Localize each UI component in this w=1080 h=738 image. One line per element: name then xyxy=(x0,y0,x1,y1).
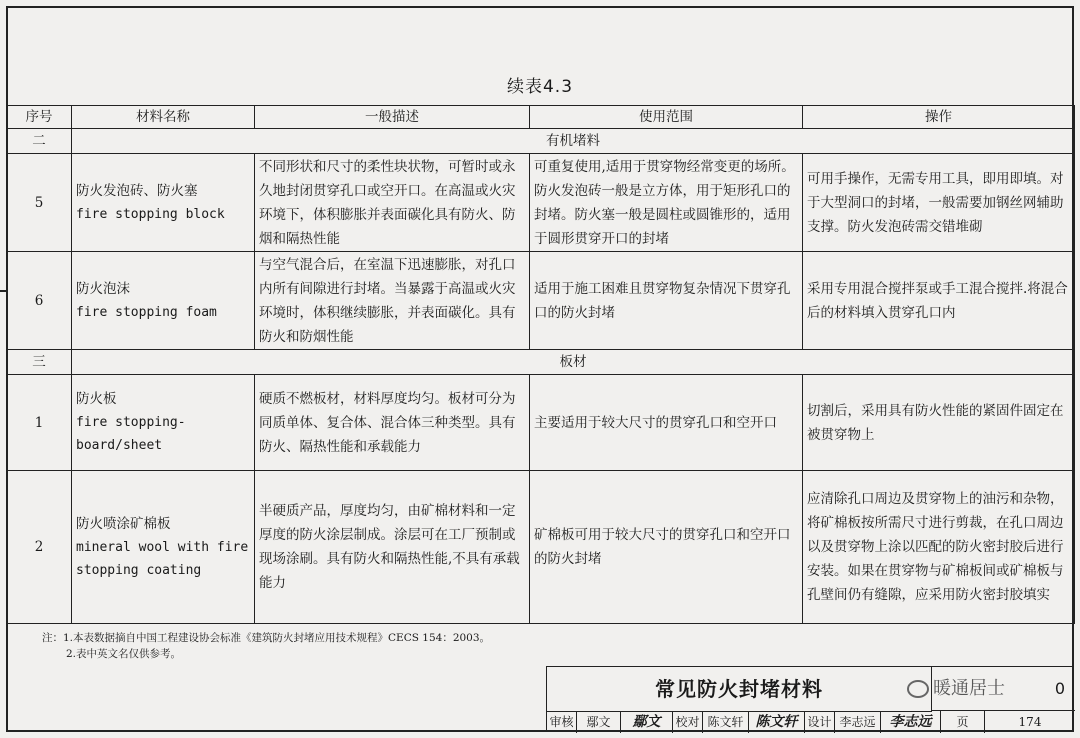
material-scope: 可重复使用,适用于贯穿物经常变更的场所。防火发泡砖一般是立方体，用于矩形孔口的封堵。防火塞一般是圆柱或圆锥形的，适用于圆形贯穿开口的封堵 xyxy=(530,154,803,252)
signature-row xyxy=(547,711,1075,733)
review-label: 审核 xyxy=(547,711,577,733)
material-name-cn: 防火发泡砖、防火塞 xyxy=(76,182,198,199)
design-label: 设计 xyxy=(805,711,835,733)
section-no: 二 xyxy=(7,129,72,154)
material-desc: 与空气混合后，在室温下迅速膨胀，对孔口内所有间隙进行封堵。当暴露于高温或火灾环境时，体积继续膨胀，并表面碳化。具有防火和防烟性能 xyxy=(255,252,530,350)
materials-table xyxy=(6,105,1075,624)
row-no: 2 xyxy=(7,471,72,624)
header-name: 材料名称 xyxy=(72,106,255,129)
material-name-cn: 防火泡沫 xyxy=(76,280,130,297)
wechat-icon xyxy=(907,680,929,698)
table-notes xyxy=(42,630,490,662)
table-caption: 续表4.3 xyxy=(506,77,574,97)
table-row xyxy=(7,252,1075,350)
atlas-number: 0 xyxy=(931,667,1075,711)
material-op: 切割后，采用具有防火性能的紧固件固定在被贯穿物上 xyxy=(803,375,1075,471)
table-row xyxy=(7,154,1075,252)
note-2: 2.表中英文名仅供参考。 xyxy=(66,648,182,660)
check-signature: 陈文轩 xyxy=(749,711,805,733)
title-block xyxy=(546,666,1074,732)
table-row xyxy=(7,471,1075,624)
material-name xyxy=(72,252,255,350)
material-name-cn: 防火板 xyxy=(76,391,117,407)
header-row xyxy=(7,106,1075,129)
material-desc: 不同形状和尺寸的柔性块状物，可暂时或永久地封闭贯穿孔口或空开口。在高温或火灾环境下，体积膨胀并表面碳化具有防火、防烟和隔热性能 xyxy=(255,154,530,252)
check-label: 校对 xyxy=(673,711,703,733)
material-op: 采用专用混合搅拌泵或手工混合搅拌.将混合后的材料填入贯穿孔口内 xyxy=(803,252,1075,350)
material-name-en: fire stopping-board/sheet xyxy=(76,415,186,453)
page-label: 页 xyxy=(941,711,985,733)
material-scope: 主要适用于较大尺寸的贯穿孔口和空开口 xyxy=(530,375,803,471)
watermark xyxy=(907,667,1005,711)
note-1: 注：1.本表数据摘自中国工程建设协会标准《建筑防火封堵应用技术规程》CECS 154：2003。 xyxy=(42,632,491,644)
header-scope: 使用范围 xyxy=(530,106,803,129)
material-name-cn: 防火喷涂矿棉板 xyxy=(76,515,171,532)
material-op: 应清除孔口周边及贯穿物上的油污和杂物，将矿棉板按所需尺寸进行剪裁，在孔口周边以及贯穿物上涂以匹配的防火密封胶后进行安装。如果在贯穿物与矿棉板间或矿棉板与孔壁间仍有缝隙，应采用防火密封胶填实 xyxy=(803,471,1075,624)
material-name-en: fire stopping block xyxy=(76,206,225,222)
review-name: 鄢文 xyxy=(577,711,621,733)
header-op: 操作 xyxy=(803,106,1075,129)
material-name xyxy=(72,471,255,624)
section-title: 板材 xyxy=(72,350,1075,375)
row-no: 6 xyxy=(7,252,72,350)
section-row xyxy=(7,350,1075,375)
material-name xyxy=(72,154,255,252)
section-title: 有机堵料 xyxy=(72,129,1075,154)
drawing-title: 常见防火封堵材料 xyxy=(547,667,932,712)
table-row xyxy=(7,375,1075,471)
material-desc: 硬质不燃板材，材料厚度均匀。板材可分为同质单体、复合体、混合体三种类型。具有防火、隔热性能和承载能力 xyxy=(255,375,530,471)
material-name-en: fire stopping foam xyxy=(76,304,217,320)
review-signature: 鄢文 xyxy=(621,711,673,733)
design-name: 李志远 xyxy=(835,711,881,733)
material-name xyxy=(72,375,255,471)
check-name: 陈文轩 xyxy=(703,711,749,733)
header-no: 序号 xyxy=(7,106,72,129)
section-no: 三 xyxy=(7,350,72,375)
page-number: 174 xyxy=(1018,715,1042,729)
row-no: 1 xyxy=(7,375,72,471)
material-scope: 适用于施工困难且贯穿物复杂情况下贯穿孔口的防火封堵 xyxy=(530,252,803,350)
material-op: 可用手操作，无需专用工具，即用即填。对于大型洞口的封堵，一般需要加钢丝网辅助支撑。防火发泡砖需交错堆砌 xyxy=(803,154,1075,252)
section-row xyxy=(7,129,1075,154)
material-scope: 矿棉板可用于较大尺寸的贯穿孔口和空开口的防火封堵 xyxy=(530,471,803,624)
header-desc: 一般描述 xyxy=(255,106,530,129)
design-signature: 李志远 xyxy=(881,711,941,733)
watermark-text: 暖通居士 xyxy=(933,678,1005,699)
material-name-en: mineral wool with fire stopping coating xyxy=(76,539,249,578)
row-no: 5 xyxy=(7,154,72,252)
material-desc: 半硬质产品，厚度均匀，由矿棉材料和一定厚度的防火涂层制成。涂层可在工厂预制或现场涂刷。具有防火和隔热性能,不具有承载能力 xyxy=(255,471,530,624)
